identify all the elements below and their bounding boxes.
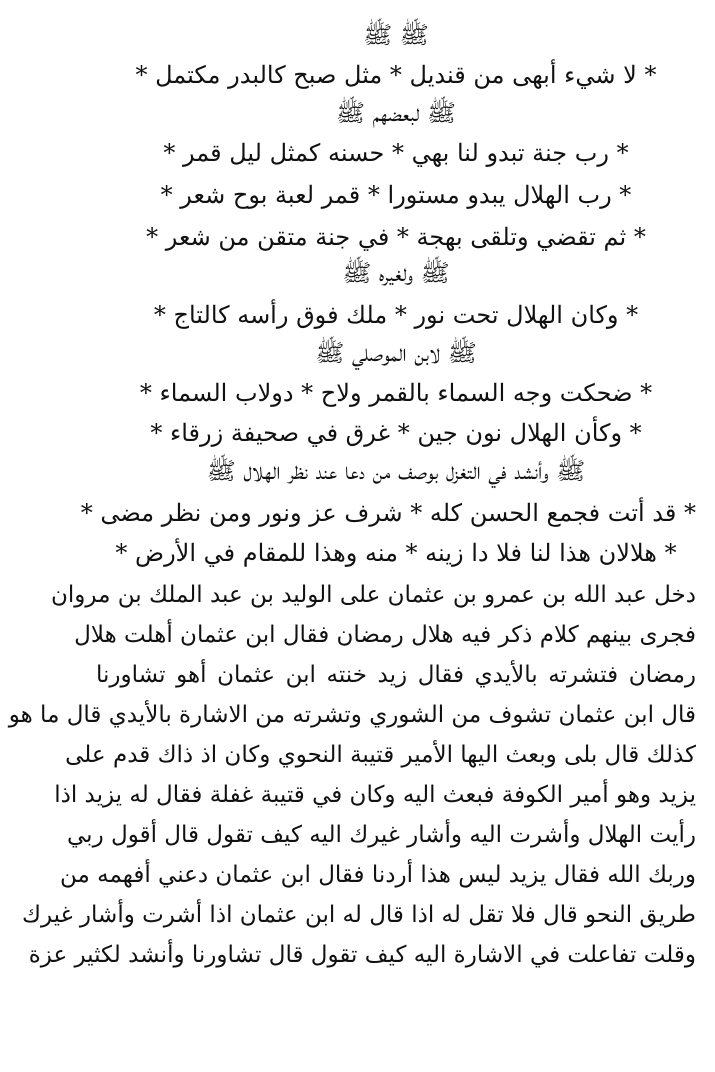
prose-line: رأيت الهلال وأشرت اليه وأشار غيرك اليه كيف تقول قال أقول ربي: [67, 822, 696, 848]
prose-line: يزيد وهو أمير الكوفة فبعث اليه وكان في قتيبة غفلة فقال له يزيد اذا: [54, 782, 696, 808]
verse-line: * ضحكت وجه السماء بالقمر ولاح * دولاب السماء *: [139, 379, 653, 407]
prose-line: رمضان فتشرته بالأيدي فقال زيد خنته ابن عثمان أهو تشاورنا: [96, 662, 696, 688]
prose-line: طريق النحو قال فلا تقل له اذا قال له ابن عثمان اذا أشرت وأشار غيرك: [22, 902, 696, 928]
verse-line: * ثم تقضي وتلقى بهجة * في جنة متقن من شعر *: [146, 223, 646, 251]
prose-line: قال ابن عثمان تشوف من الشوري وتشرته من الاشارة بالأيدي قال ما هو: [8, 702, 696, 728]
prose-line: وقلت تفاعلت في الاشارة اليه كيف تقول قال تشاورنا وأنشد لكثير عزة: [28, 942, 696, 968]
section-heading: ﷺ لابن الموصلي ﷺ: [315, 339, 477, 367]
verse-line: * لا شيء أبهى من قنديل * مثل صبح كالبدر مكتمل *: [135, 61, 657, 89]
prose-line: دخل عبد الله بن عمرو بن عثمان على الوليد بن عبد الملك بن مروان: [51, 582, 696, 608]
verse-line: * قد أتت فجمع الحسن كله * شرف عز ونور ومن نظر مضى *: [80, 499, 696, 527]
verse-line: * رب الهلال يبدو مستورا * قمر لعبة بوح شعر *: [160, 181, 632, 209]
section-heading: ﷺ وأنشد في التغزل بوصف من دعا عند نظر الهلال ﷺ: [206, 457, 586, 485]
section-heading: ﷺ ولغيره ﷺ: [342, 259, 450, 287]
prose-line: فجرى بينهم كلام ذكر فيه هلال رمضان فقال ابن عثمان أهلت هلال: [74, 622, 696, 648]
prose-line: كذلك قال بلى وبعث اليها الأمير قتيبة النحوي وكان اذ ذاك قدم على: [65, 742, 696, 768]
ornament-header: ﷺ ﷺ: [363, 21, 429, 49]
prose-line: وربك الله فقال يزيد ليس هذا أردنا فقال ابن عثمان دعني أفهمه من: [59, 862, 696, 888]
section-heading: ﷺ لبعضهم ﷺ: [335, 99, 457, 127]
verse-line: * وكان الهلال تحت نور * ملك فوق رأسه كالتاج *: [153, 301, 639, 329]
verse-line: * هلالان هذا لنا فلا دا زينه * منه وهذا للمقام في الأرض *: [115, 539, 677, 567]
verse-line: * وكأن الهلال نون جين * غرق في صحيفة زرقاء *: [150, 419, 642, 447]
verse-line: * رب جنة تبدو لنا بهي * حسنه كمثل ليل قمر *: [163, 139, 629, 167]
